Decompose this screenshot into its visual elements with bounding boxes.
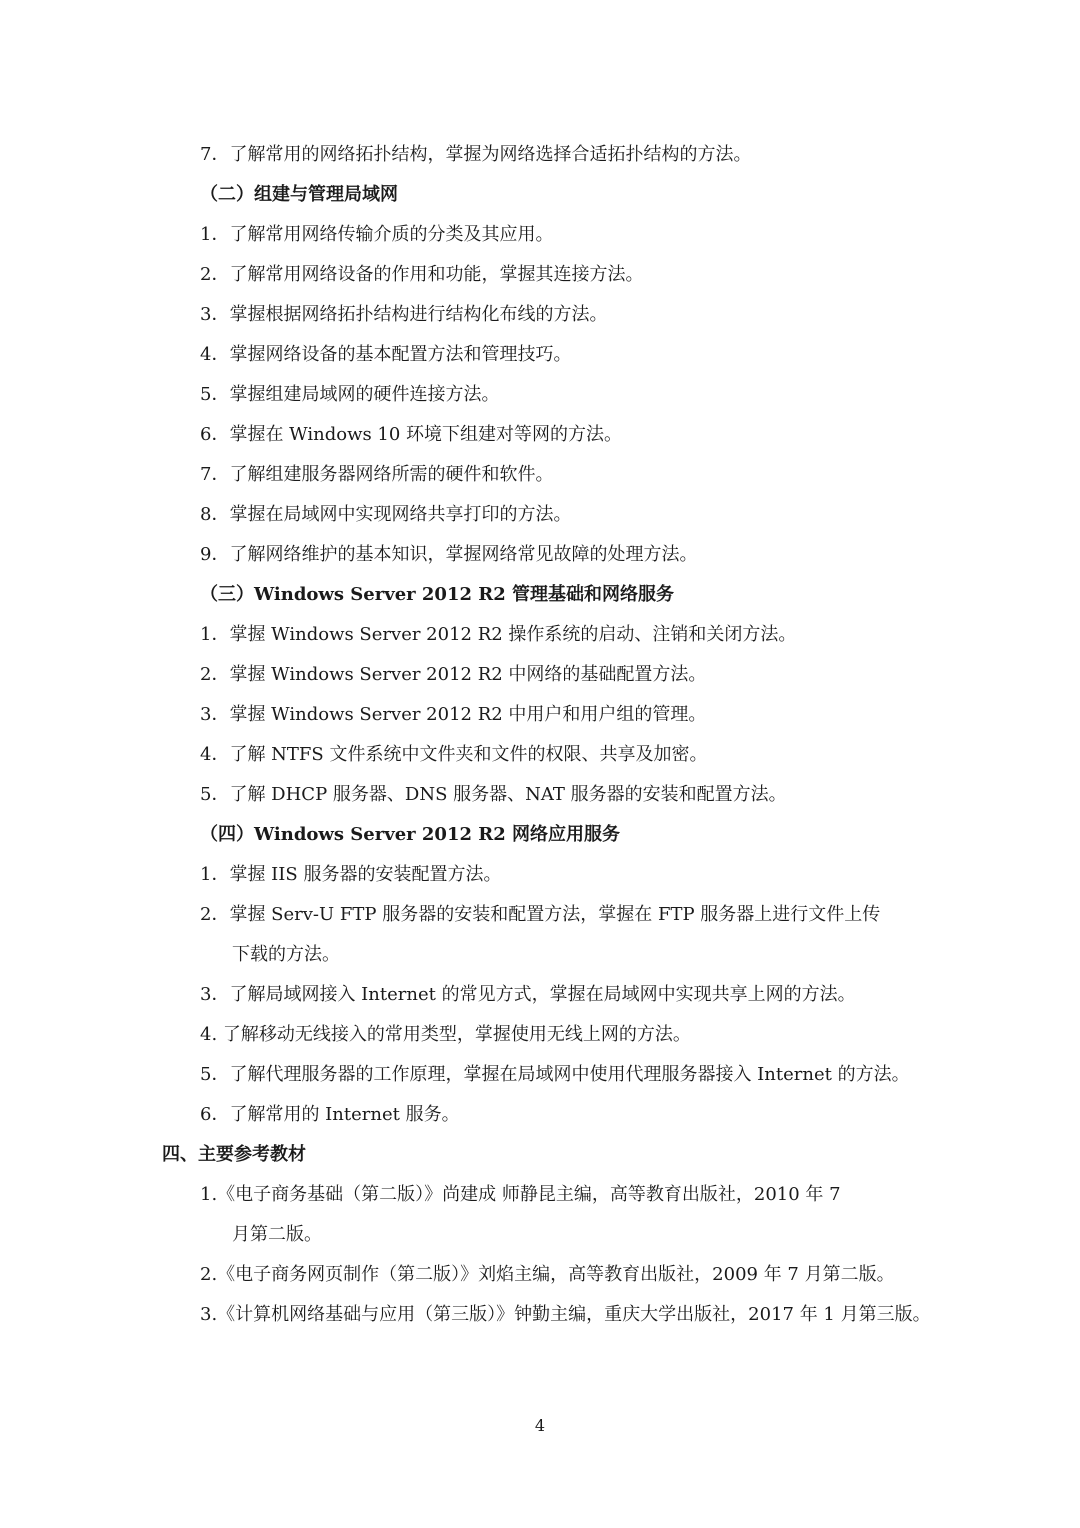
reference-item: 3.《计算机网络基础与应用（第三版）》钟勤主编，重庆大学出版社，2017 年 1 月第三版。 (200, 1304, 931, 1325)
list-item: 5．了解 DHCP 服务器、DNS 服务器、NAT 服务器的安装和配置方法。 (200, 784, 787, 805)
list-item: 1．掌握 Windows Server 2012 R2 操作系统的启动、注销和关闭方法。 (200, 624, 797, 645)
page-number: 4 (534, 1416, 546, 1435)
reference-item-continuation: 月第二版。 (232, 1224, 322, 1245)
list-item: 4. 了解移动无线接入的常用类型，掌握使用无线上网的方法。 (200, 1024, 691, 1045)
list-item: 2．掌握 Windows Server 2012 R2 中网络的基础配置方法。 (200, 664, 707, 685)
section-heading: （四）Windows Server 2012 R2 网络应用服务 (200, 824, 621, 845)
list-item: 2．了解常用网络设备的作用和功能，掌握其连接方法。 (200, 264, 644, 285)
list-item: 4．了解 NTFS 文件系统中文件夹和文件的权限、共享及加密。 (200, 744, 708, 765)
list-item: 5．了解代理服务器的工作原理，掌握在局域网中使用代理服务器接入 Internet 的方法。 (200, 1064, 910, 1085)
list-item: 1．掌握 IIS 服务器的安装配置方法。 (200, 864, 502, 885)
section-heading: 四、主要参考教材 (162, 1144, 306, 1165)
section-heading: （二）组建与管理局域网 (200, 184, 398, 205)
list-item: 7．了解常用的网络拓扑结构，掌握为网络选择合适拓扑结构的方法。 (200, 144, 752, 165)
reference-item: 1.《电子商务基础（第二版）》尚建成 师静昆主编，高等教育出版社，2010 年 7 (200, 1184, 841, 1205)
list-item: 6．了解常用的 Internet 服务。 (200, 1104, 460, 1125)
reference-item: 2.《电子商务网页制作（第二版）》刘焰主编，高等教育出版社，2009 年 7 月第二版。 (200, 1264, 895, 1285)
list-item: 3．掌握 Windows Server 2012 R2 中用户和用户组的管理。 (200, 704, 707, 725)
list-item: 3．掌握根据网络拓扑结构进行结构化布线的方法。 (200, 304, 608, 325)
list-item: 1．了解常用网络传输介质的分类及其应用。 (200, 224, 554, 245)
list-item: 5．掌握组建局域网的硬件连接方法。 (200, 384, 500, 405)
list-item: 2．掌握 Serv-U FTP 服务器的安装和配置方法，掌握在 FTP 服务器上进行文件上传 (200, 904, 881, 925)
list-item: 9．了解网络维护的基本知识，掌握网络常见故障的处理方法。 (200, 544, 698, 565)
list-item: 6．掌握在 Windows 10 环境下组建对等网的方法。 (200, 424, 623, 445)
list-item: 3．了解局域网接入 Internet 的常见方式，掌握在局域网中实现共享上网的方法。 (200, 984, 856, 1005)
list-item: 4．掌握网络设备的基本配置方法和管理技巧。 (200, 344, 572, 365)
list-item-continuation: 下载的方法。 (232, 944, 340, 965)
section-heading: （三）Windows Server 2012 R2 管理基础和网络服务 (200, 584, 675, 605)
list-item: 7．了解组建服务器网络所需的硬件和软件。 (200, 464, 554, 485)
list-item: 8．掌握在局域网中实现网络共享打印的方法。 (200, 504, 572, 525)
